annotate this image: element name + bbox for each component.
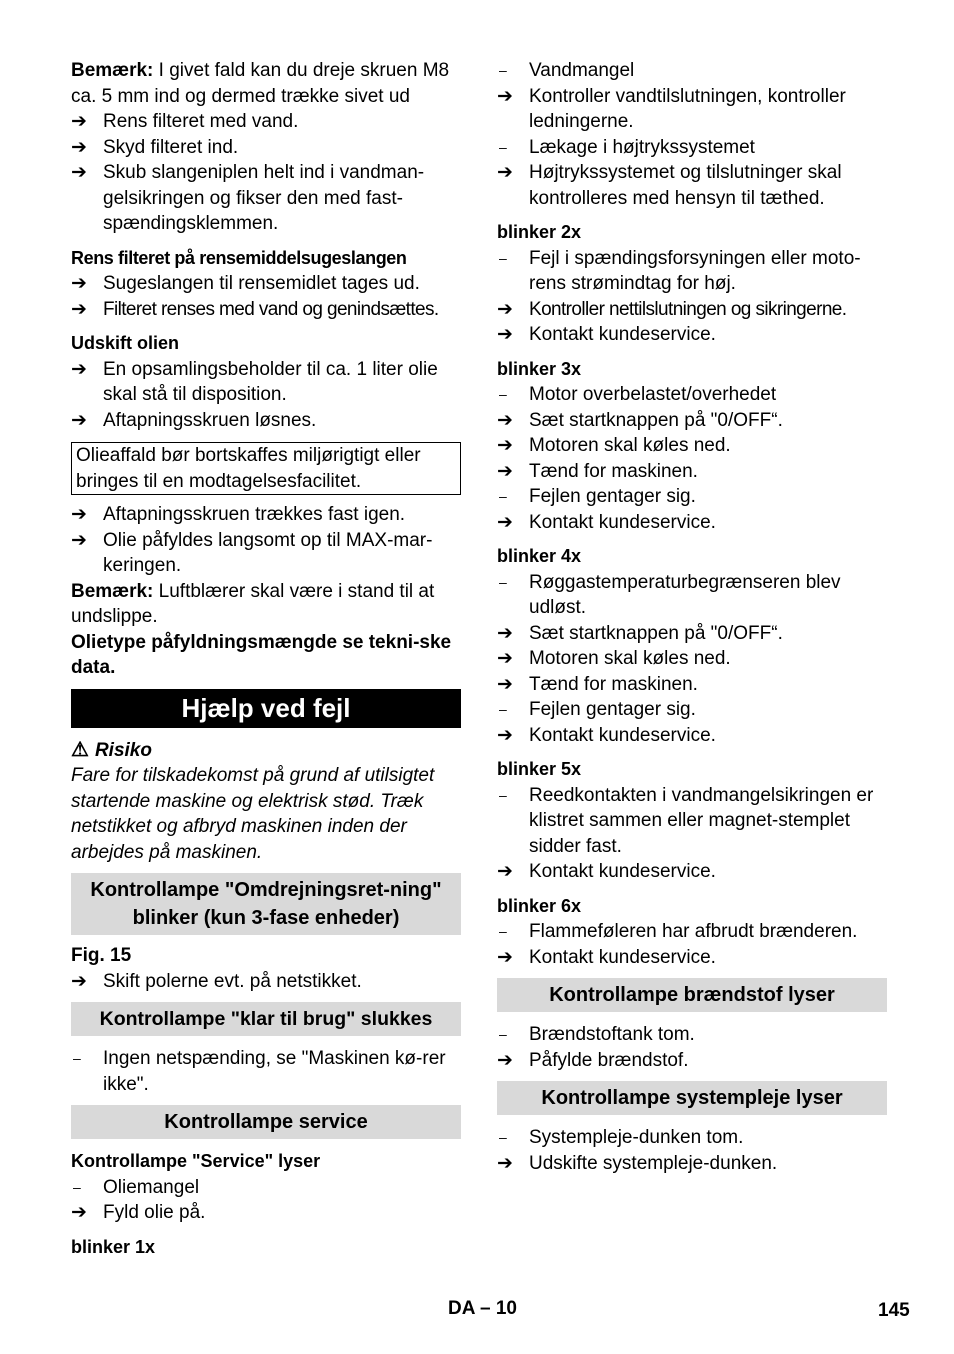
heading-rotation-lamp: Kontrollampe "Omdrejningsret-ning" blinker (kun 3-fase enheder) [71, 873, 461, 935]
cause-text: Brændstoftank tom. [529, 1024, 695, 1045]
cause-text: Reedkontakten i vandmangelsikringen er klistret sammen eller magnet-stemplet sidder fast. [529, 784, 874, 857]
instruction-step [71, 271, 461, 297]
instruction-step [497, 322, 887, 348]
step-text: Kontakt kundeservice. [529, 511, 716, 533]
left-column [71, 58, 461, 1260]
arrow-icon: ➔ [497, 460, 513, 482]
cause-text: Fejlen gentager sig. [529, 486, 696, 507]
step-text: Skift polerne evt. på netstikket. [103, 970, 362, 992]
arrow-icon: ➔ [497, 435, 513, 456]
instruction-step [71, 160, 461, 237]
step-text: Kontroller nettilslutningen og sikringerne. [529, 298, 847, 320]
step-text: Aftapningsskruen løsnes. [103, 409, 317, 431]
arrow-icon: ➔ [497, 1152, 513, 1174]
cause-text: Systempleje-dunken tom. [529, 1127, 744, 1148]
subheading: blinker 3x [497, 358, 582, 379]
cause-text: Lækage i højtrykssystemet [529, 136, 755, 158]
arrow-icon: ➔ [497, 85, 513, 107]
footer-page-number: 145 [878, 1300, 910, 1321]
dash-icon: – [73, 1050, 81, 1066]
heading-fuel-lamp: Kontrollampe brændstof lyser [497, 978, 887, 1012]
cause-item [497, 484, 887, 510]
dash-icon: – [499, 573, 507, 590]
dash-icon: – [499, 786, 507, 803]
step-text: Olie påfyldes langsomt op til MAX-mar-keringen. [103, 529, 433, 576]
subheading: Kontrollampe "Service" lyser [71, 1151, 321, 1171]
arrow-icon: ➔ [497, 511, 513, 533]
arrow-icon: ➔ [71, 111, 87, 132]
note-text: I givet fald kan du dreje skruen M8 ca. 5 mm ind og dermed trække sivet ud [71, 60, 450, 107]
step-text: Motoren skal køles ned. [529, 435, 731, 456]
arrow-icon: ➔ [71, 1202, 87, 1223]
cause-item [497, 1125, 887, 1151]
arrow-icon: ➔ [497, 946, 513, 968]
dash-icon: – [499, 249, 507, 266]
oil-type-note: Olietype påfyldningsmængde se tekni-ske data. [71, 631, 452, 678]
arrow-icon: ➔ [497, 861, 513, 882]
step-text: Kontakt kundeservice. [529, 861, 716, 882]
instruction-step [497, 723, 887, 749]
arrow-icon: ➔ [497, 162, 513, 183]
note-paragraph [71, 58, 461, 109]
instruction-step [71, 135, 461, 161]
dash-icon: – [499, 386, 507, 402]
arrow-icon: ➔ [71, 529, 87, 551]
step-text: Rens filteret med vand. [103, 111, 299, 132]
risk-label: Risiko [94, 739, 152, 761]
list-blink5 [497, 783, 887, 885]
arrow-icon: ➔ [71, 409, 87, 431]
notice-text: Olieaffald bør bortskaffes miljørigtigt eller bringes til en modtagelsesfacilitet. [76, 445, 421, 492]
arrow-icon: ➔ [71, 298, 87, 320]
cause-item [497, 570, 887, 621]
instruction-step [71, 969, 461, 995]
instruction-step [497, 433, 887, 459]
list-blink1 [497, 58, 887, 211]
figure-reference: Fig. 15 [71, 945, 132, 966]
dash-icon: – [499, 138, 507, 155]
cause-text: Motor overbelastet/overhedet [529, 384, 777, 405]
instruction-step [71, 408, 461, 434]
arrow-icon: ➔ [497, 324, 513, 345]
step-text: Aftapningsskruen trækkes fast igen. [103, 504, 406, 525]
list-blink4 [497, 570, 887, 749]
dash-icon: – [73, 1178, 81, 1195]
step-text: Kontakt kundeservice. [529, 324, 716, 345]
arrow-icon: ➔ [71, 358, 87, 380]
right-column [497, 58, 887, 1176]
arrow-icon: ➔ [497, 622, 513, 644]
list-fuel [497, 1022, 887, 1073]
section-title: Hjælp ved fejl [71, 689, 461, 728]
subheading: blinker 4x [497, 546, 582, 566]
risk-heading [71, 738, 461, 764]
cause-item [497, 58, 887, 84]
arrow-icon: ➔ [71, 136, 87, 158]
instruction-step [71, 109, 461, 135]
cause-item [497, 382, 887, 408]
dash-icon: – [499, 1129, 507, 1145]
step-text: Kontakt kundeservice. [529, 946, 716, 968]
heading-ready-lamp: Kontrollampe "klar til brug" slukkes [71, 1002, 461, 1036]
cause-text: Vandmangel [529, 60, 635, 81]
step-text: Sæt startknappen på "0/OFF“. [529, 409, 783, 431]
arrow-icon: ➔ [497, 1049, 513, 1071]
instruction-step [497, 646, 887, 672]
step-text: Sæt startknappen på "0/OFF“. [529, 622, 783, 644]
instruction-step [71, 502, 461, 528]
step-text: Skub slangeniplen helt ind i vandman-gelsikringen og fikser den med fast-spændingsklemmen. [103, 162, 425, 234]
footer-language-page: DA – 10 [448, 1298, 517, 1319]
instruction-step [497, 510, 887, 536]
arrow-icon: ➔ [497, 673, 513, 695]
instruction-step [497, 160, 887, 211]
note-text: Luftblærer skal være i stand til at undslippe. [71, 580, 435, 627]
note-paragraph [71, 579, 461, 630]
dash-icon: – [499, 923, 507, 939]
risk-text: Fare for tilskadekomst på grund af utilsigtet startende maskine og elektrisk stød. Træk netstikket og afbryd maskinen inden der arbejdes på maskinen. [71, 765, 435, 863]
cause-text: Fejlen gentager sig. [529, 699, 696, 720]
step-text: Udskifte systempleje-dunken. [529, 1152, 778, 1174]
arrow-icon: ➔ [497, 298, 513, 320]
step-text: Påfylde brændstof. [529, 1049, 689, 1071]
heading-service-lamp: Kontrollampe service [71, 1105, 461, 1139]
arrow-icon: ➔ [497, 648, 513, 669]
cause-text: Røggastemperaturbegrænseren blev udløst. [529, 571, 841, 618]
instruction-step [71, 1200, 461, 1226]
step-text: En opsamlingsbeholder til ca. 1 liter olie skal stå til disposition. [103, 358, 438, 405]
arrow-icon: ➔ [497, 724, 513, 746]
arrow-icon: ➔ [71, 162, 87, 183]
step-text: Tænd for maskinen. [529, 460, 698, 482]
instruction-step [497, 859, 887, 885]
cause-item [497, 919, 887, 945]
subheading: blinker 5x [497, 759, 582, 779]
step-text: Højtrykssystemet og tilslutninger skal kontrolleres med hensyn til tæthed. [529, 162, 842, 209]
step-text: Skyd filteret ind. [103, 136, 239, 158]
note-label: Bemærk: [71, 60, 154, 81]
instruction-step [71, 357, 461, 408]
cause-text: Fejl i spændingsforsyningen eller moto-rens strømindtag for høj. [529, 247, 861, 294]
cause-text: Flammeføleren har afbrudt brænderen. [529, 921, 858, 942]
arrow-icon: ➔ [497, 409, 513, 431]
list-care [497, 1125, 887, 1176]
instruction-step [497, 297, 887, 323]
arrow-icon: ➔ [71, 970, 87, 992]
instruction-step [497, 945, 887, 971]
step-text: Sugeslangen til rensemidlet tages ud. [103, 273, 420, 294]
instruction-step [71, 297, 461, 323]
step-text: Kontakt kundeservice. [529, 724, 716, 746]
subheading: blinker 1x [71, 1236, 156, 1257]
dash-icon: – [499, 488, 507, 504]
list-blink6 [497, 919, 887, 970]
warning-icon: ⚠ [71, 738, 89, 761]
step-text: Tænd for maskinen. [529, 673, 698, 695]
subheading: Udskift olien [71, 333, 180, 353]
instruction-step [497, 621, 887, 647]
instruction-step [497, 672, 887, 698]
list-blink2 [497, 246, 887, 348]
note-label: Bemærk: [71, 580, 154, 602]
heading-care-lamp: Kontrollampe systempleje lyser [497, 1081, 887, 1115]
cause-item [497, 1022, 887, 1048]
instruction-step [497, 84, 887, 135]
cause-item [497, 783, 887, 860]
arrow-icon: ➔ [71, 273, 87, 294]
cause-item [71, 1175, 461, 1201]
cause-item [497, 246, 887, 297]
step-text: Fyld olie på. [103, 1202, 206, 1223]
dash-icon: – [499, 1026, 507, 1042]
cause-item [497, 697, 887, 723]
cause-text: Ingen netspænding, se "Maskinen kø-rer ikke". [103, 1048, 446, 1095]
cause-item [71, 1046, 461, 1097]
instruction-step [497, 1151, 887, 1177]
notice-box [71, 442, 461, 495]
instruction-step [497, 408, 887, 434]
step-text: Filteret renses med vand og genindsættes. [103, 298, 439, 320]
list-blink3 [497, 382, 887, 535]
instruction-step [497, 1048, 887, 1074]
dash-icon: – [499, 62, 507, 78]
instruction-step [497, 459, 887, 485]
subheading: blinker 6x [497, 895, 582, 916]
subheading: blinker 2x [497, 222, 582, 242]
cause-item [497, 135, 887, 161]
step-text: Kontroller vandtilslutningen, kontroller ledningerne. [529, 85, 846, 132]
instruction-step [71, 528, 461, 579]
cause-text: Oliemangel [103, 1176, 200, 1198]
step-text: Motoren skal køles ned. [529, 648, 731, 669]
subheading: Rens filteret på rensemiddelsugeslangen [71, 247, 407, 268]
dash-icon: – [499, 701, 507, 717]
arrow-icon: ➔ [71, 504, 87, 525]
